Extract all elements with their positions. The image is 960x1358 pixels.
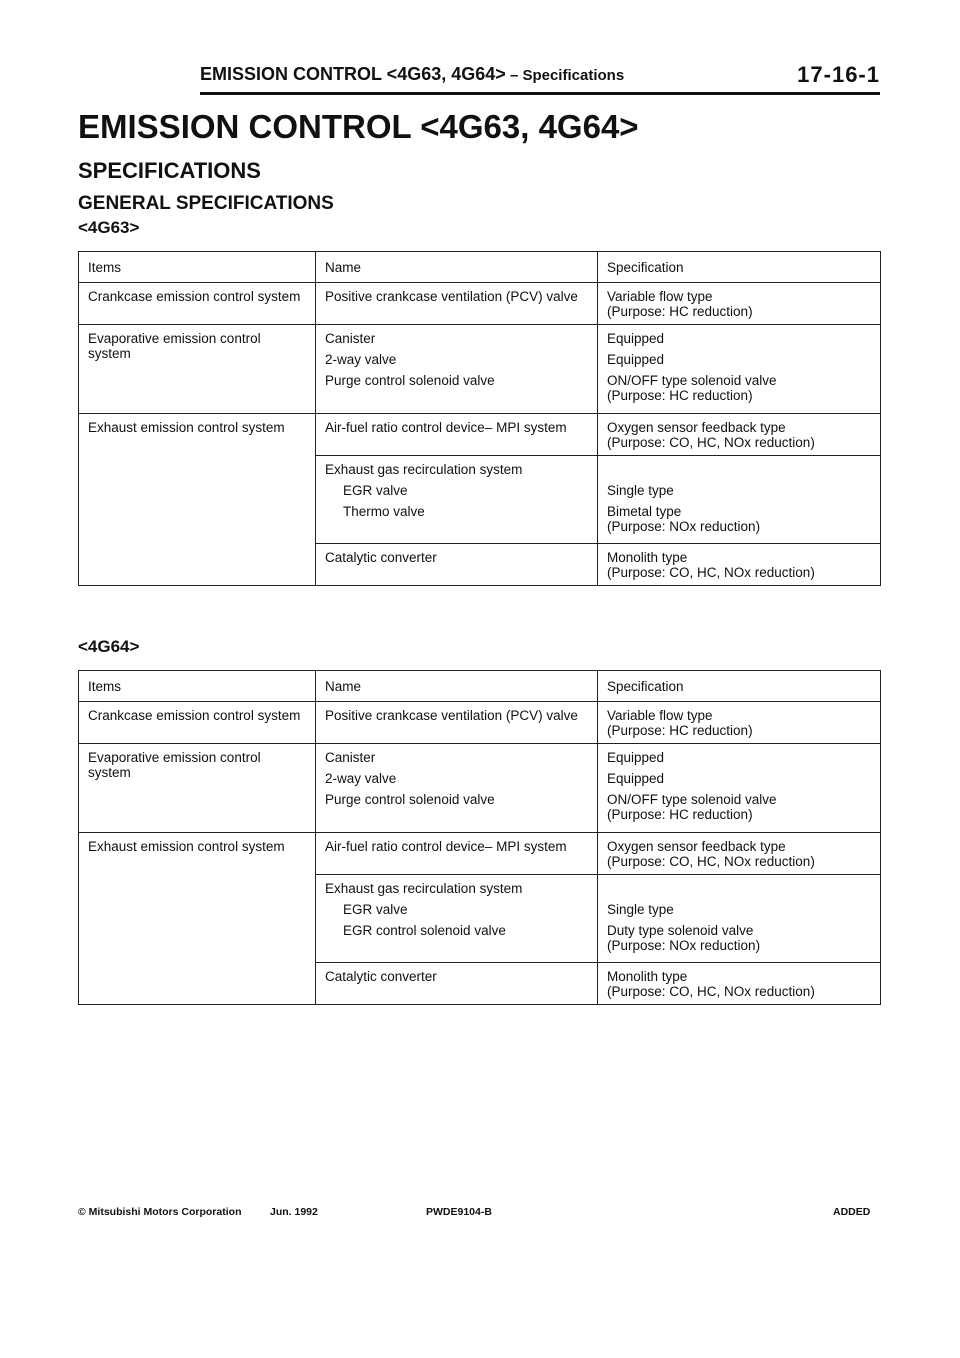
spec-cell: Equipped Equipped ON/OFF type solenoid valve (Purpose: HC reduction) <box>598 744 881 833</box>
spec-cell: Oxygen sensor feedback type (Purpose: CO, HC, NOx reduction) <box>598 414 881 456</box>
name-cell: Positive crankcase ventilation (PCV) valve <box>316 702 598 744</box>
footer-code: PWDE9104-B <box>426 1206 492 1218</box>
item-cell: Exhaust emission control system <box>79 833 316 1005</box>
header-name: Name <box>316 671 598 702</box>
footer-copyright: © Mitsubishi Motors Corporation <box>78 1206 242 1218</box>
spec-table-4g64 <box>78 670 881 1005</box>
spec-cell: Monolith type (Purpose: CO, HC, NOx reduction) <box>598 544 881 586</box>
name-cell: Air-fuel ratio control device– MPI system <box>316 414 598 456</box>
item-cell: Crankcase emission control system <box>79 702 316 744</box>
item-cell: Evaporative emission control system <box>79 325 316 414</box>
subsection-title: GENERAL SPECIFICATIONS <box>78 193 334 214</box>
name-cell: Catalytic converter <box>316 963 598 1005</box>
spec-cell: Monolith type (Purpose: CO, HC, NOx reduction) <box>598 963 881 1005</box>
item-cell: Crankcase emission control system <box>79 283 316 325</box>
table-row <box>79 744 881 833</box>
table-row <box>79 325 881 414</box>
name-cell: Exhaust gas recirculation system EGR valve Thermo valve <box>316 456 598 544</box>
footer-date: Jun. 1992 <box>270 1206 318 1218</box>
section-title: SPECIFICATIONS <box>78 158 261 183</box>
footer-status: ADDED <box>833 1206 871 1218</box>
name-cell: Air-fuel ratio control device– MPI system <box>316 833 598 875</box>
table-row <box>79 833 881 875</box>
header-subtitle: – Specifications <box>505 67 625 84</box>
name-cell: Positive crankcase ventilation (PCV) valve <box>316 283 598 325</box>
header-items: Items <box>79 671 316 702</box>
name-cell: Canister 2-way valve Purge control solenoid valve <box>316 744 598 833</box>
header-name: Name <box>316 252 598 283</box>
model-label-4g63: <4G63> <box>78 218 140 237</box>
item-cell: Exhaust emission control system <box>79 414 316 586</box>
model-label-4g64: <4G64> <box>78 637 140 656</box>
spec-cell: Single type Duty type solenoid valve (Purpose: NOx reduction) <box>598 875 881 963</box>
name-cell: Exhaust gas recirculation system EGR valve EGR control solenoid valve <box>316 875 598 963</box>
page-header <box>200 64 880 95</box>
spec-cell: Equipped Equipped ON/OFF type solenoid valve (Purpose: HC reduction) <box>598 325 881 414</box>
table-header-row <box>79 252 881 283</box>
page-number: 17-16-1 <box>797 62 880 87</box>
spec-cell: Variable flow type (Purpose: HC reduction) <box>598 702 881 744</box>
table-row <box>79 414 881 456</box>
header-specification: Specification <box>598 252 881 283</box>
item-cell: Evaporative emission control system <box>79 744 316 833</box>
header-items: Items <box>79 252 316 283</box>
name-cell: Catalytic converter <box>316 544 598 586</box>
spec-cell: Variable flow type (Purpose: HC reduction) <box>598 283 881 325</box>
header-specification: Specification <box>598 671 881 702</box>
name-cell: Canister 2-way valve Purge control solenoid valve <box>316 325 598 414</box>
spec-table-4g63 <box>78 251 881 586</box>
table-row <box>79 283 881 325</box>
spec-cell: Single type Bimetal type (Purpose: NOx reduction) <box>598 456 881 544</box>
table-header-row <box>79 671 881 702</box>
header-title: EMISSION CONTROL <4G63, 4G64> – Specifications <box>200 64 625 84</box>
main-title: EMISSION CONTROL <4G63, 4G64> <box>78 108 639 145</box>
table-row <box>79 702 881 744</box>
spec-cell: Oxygen sensor feedback type (Purpose: CO, HC, NOx reduction) <box>598 833 881 875</box>
